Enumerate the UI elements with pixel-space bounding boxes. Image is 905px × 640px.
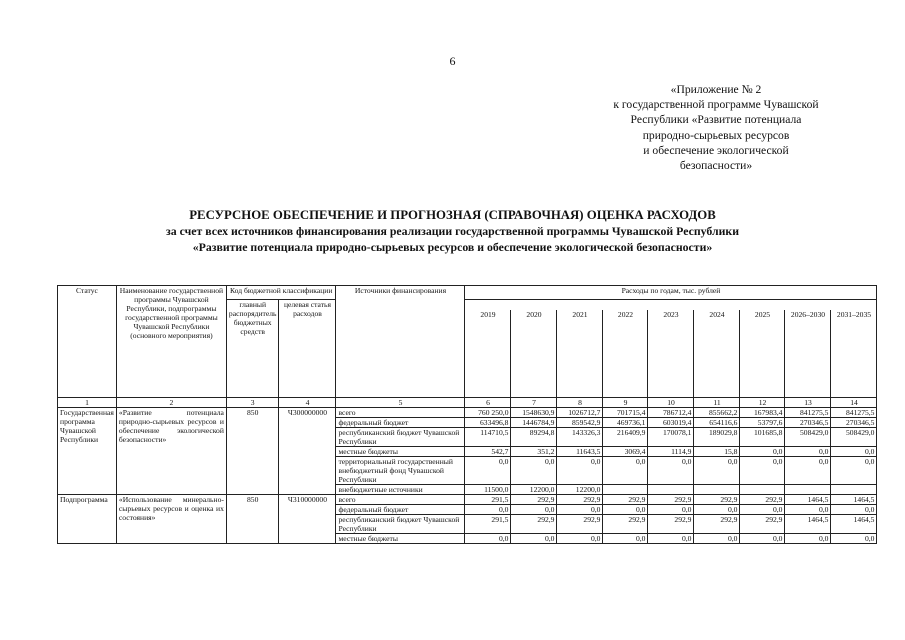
expense-value: 469736,1	[603, 418, 648, 428]
header-year: 2025	[740, 310, 785, 398]
header-budget-code: Код бюджетной классификации	[226, 286, 336, 300]
expense-value: 0,0	[831, 447, 877, 457]
column-number: 14	[831, 398, 877, 408]
appendix-line: безопасности»	[679, 159, 753, 173]
funding-source: республиканский бюджет Чувашской Республики	[336, 515, 465, 534]
funding-source: всего	[336, 495, 465, 505]
column-number: 12	[740, 398, 785, 408]
expense-value: 0,0	[785, 534, 831, 544]
expense-value	[831, 485, 877, 495]
title-line-1: РЕСУРСНОЕ ОБЕСПЕЧЕНИЕ И ПРОГНОЗНАЯ (СПРАВОЧНАЯ) ОЦЕНКА РАСХОДОВ	[189, 208, 716, 222]
expense-value: 1548630,9	[511, 408, 557, 418]
expense-value: 0,0	[785, 457, 831, 485]
row-chief-manager: 850	[226, 408, 279, 495]
expense-value: 0,0	[831, 457, 877, 485]
expense-value: 12200,0	[557, 485, 603, 495]
column-number: 10	[648, 398, 694, 408]
expense-value: 0,0	[785, 505, 831, 515]
expense-value: 0,0	[694, 457, 740, 485]
expense-value: 1464,5	[785, 495, 831, 505]
funding-source: внебюджетные источники	[336, 485, 465, 495]
expense-value: 0,0	[648, 534, 694, 544]
header-year: 2024	[694, 310, 740, 398]
expense-value: 170078,1	[648, 428, 694, 447]
row-chief-manager: 850	[226, 495, 279, 544]
expense-value: 114710,5	[465, 428, 511, 447]
expense-value: 12200,0	[511, 485, 557, 495]
column-number: 11	[694, 398, 740, 408]
column-number: 5	[336, 398, 465, 408]
expense-value: 189029,8	[694, 428, 740, 447]
expense-value: 0,0	[694, 534, 740, 544]
expense-value: 855662,2	[694, 408, 740, 418]
expense-value: 143326,3	[557, 428, 603, 447]
header-status: Статус	[58, 286, 117, 398]
expense-value: 841275,5	[831, 408, 877, 418]
expense-value: 292,9	[511, 495, 557, 505]
expense-value: 292,9	[557, 515, 603, 534]
expense-value: 1464,5	[831, 495, 877, 505]
expense-value: 633496,8	[465, 418, 511, 428]
expense-value: 701715,4	[603, 408, 648, 418]
column-number: 9	[603, 398, 648, 408]
funding-source: республиканский бюджет Чувашской Республики	[336, 428, 465, 447]
expense-value: 291,5	[465, 515, 511, 534]
column-number: 2	[116, 398, 226, 408]
expense-value: 0,0	[831, 505, 877, 515]
header-name: Наименование государственной программы Чувашской Республики, подпрограммы государственной программы Чувашской Республики (основного мероприятия)	[116, 286, 226, 398]
page-number: 6	[449, 54, 456, 68]
expense-value: 11643,5	[557, 447, 603, 457]
expense-value: 0,0	[740, 505, 785, 515]
column-number: 6	[465, 398, 511, 408]
expense-value: 292,9	[603, 495, 648, 505]
expense-value	[694, 485, 740, 495]
expense-value: 351,2	[511, 447, 557, 457]
header-spacer	[465, 300, 877, 310]
header-target-item: целевая статья расходов	[279, 300, 336, 398]
expense-value: 0,0	[511, 457, 557, 485]
header-year: 2019	[465, 310, 511, 398]
expense-value: 1446784,9	[511, 418, 557, 428]
expense-value: 0,0	[694, 505, 740, 515]
header-sources: Источники финансирования	[336, 286, 465, 398]
expense-value: 508429,0	[785, 428, 831, 447]
column-number: 4	[279, 398, 336, 408]
expense-value: 603019,4	[648, 418, 694, 428]
expense-value: 89294,8	[511, 428, 557, 447]
appendix-line: природно-сырьевых ресурсов	[642, 128, 790, 142]
row-target-item: Ч300000000	[279, 408, 336, 495]
expense-value: 0,0	[465, 457, 511, 485]
funding-source: федеральный бюджет	[336, 505, 465, 515]
header-year: 2020	[511, 310, 557, 398]
funding-source: федеральный бюджет	[336, 418, 465, 428]
expense-value: 270346,5	[785, 418, 831, 428]
budget-table	[57, 285, 877, 544]
expense-value: 1464,5	[831, 515, 877, 534]
expense-value: 216409,9	[603, 428, 648, 447]
expense-value: 0,0	[557, 534, 603, 544]
funding-source: территориальный государственный внебюджетный фонд Чувашской Республики	[336, 457, 465, 485]
expense-value: 0,0	[740, 447, 785, 457]
expense-value	[603, 485, 648, 495]
expense-value: 0,0	[740, 534, 785, 544]
row-status: Государственная программа Чувашской Республики	[58, 408, 117, 495]
appendix-line: Республики «Развитие потенциала	[630, 113, 802, 127]
expense-value: 292,9	[740, 495, 785, 505]
column-number: 8	[557, 398, 603, 408]
appendix-line: «Приложение № 2	[670, 83, 762, 96]
header-year: 2026–2030	[785, 310, 831, 398]
appendix-line: и обеспечение экологической	[643, 143, 789, 157]
expense-value: 291,5	[465, 495, 511, 505]
expense-value: 654116,6	[694, 418, 740, 428]
expense-value	[785, 485, 831, 495]
appendix-note	[585, 82, 847, 173]
expense-value: 841275,5	[785, 408, 831, 418]
expense-value: 0,0	[648, 457, 694, 485]
expense-value: 292,9	[648, 495, 694, 505]
expense-value: 0,0	[557, 457, 603, 485]
expense-value: 0,0	[831, 534, 877, 544]
expense-value: 0,0	[648, 505, 694, 515]
column-number: 7	[511, 398, 557, 408]
appendix-line: к государственной программе Чувашской	[613, 98, 819, 112]
table-row	[58, 408, 877, 418]
row-target-item: Ч310000000	[279, 495, 336, 544]
header-year: 2031–2035	[831, 310, 877, 398]
expense-value: 292,9	[648, 515, 694, 534]
row-status: Подпрограмма	[58, 495, 117, 544]
expense-value: 0,0	[740, 457, 785, 485]
expense-value: 508429,0	[831, 428, 877, 447]
header-year: 2022	[603, 310, 648, 398]
expense-value: 101685,8	[740, 428, 785, 447]
expense-value: 292,9	[694, 515, 740, 534]
row-name: «Развитие потенциала природно-сырьевых ресурсов и обеспечение экологической безопасности»	[116, 408, 226, 495]
expense-value	[648, 485, 694, 495]
expense-value: 292,9	[740, 515, 785, 534]
expense-value: 1464,5	[785, 515, 831, 534]
expense-value: 786712,4	[648, 408, 694, 418]
document-title	[0, 207, 905, 255]
expense-value: 53797,6	[740, 418, 785, 428]
header-chief-manager: главный распорядитель бюджетных средств	[226, 300, 279, 398]
expense-value: 0,0	[465, 505, 511, 515]
title-line-2: за счет всех источников финансирования реализации государственной программы Чувашской Республики	[165, 224, 739, 238]
expense-value: 270346,5	[831, 418, 877, 428]
expense-value: 1026712,7	[557, 408, 603, 418]
expense-value: 0,0	[511, 534, 557, 544]
expense-value: 15,8	[694, 447, 740, 457]
funding-source: местные бюджеты	[336, 447, 465, 457]
expense-value	[740, 485, 785, 495]
expense-value: 542,7	[465, 447, 511, 457]
expense-value: 0,0	[557, 505, 603, 515]
expense-value: 0,0	[511, 505, 557, 515]
expense-value: 760 250,0	[465, 408, 511, 418]
column-number: 3	[226, 398, 279, 408]
expense-value: 0,0	[603, 505, 648, 515]
header-expenses: Расходы по годам, тыс. рублей	[465, 286, 877, 300]
expense-value: 11500,0	[465, 485, 511, 495]
expense-value: 0,0	[465, 534, 511, 544]
table-row	[58, 495, 877, 505]
funding-source: всего	[336, 408, 465, 418]
expense-value: 292,9	[557, 495, 603, 505]
expense-value: 0,0	[603, 534, 648, 544]
header-year: 2023	[648, 310, 694, 398]
expense-value: 292,9	[603, 515, 648, 534]
expense-value: 167983,4	[740, 408, 785, 418]
funding-source: местные бюджеты	[336, 534, 465, 544]
column-number: 13	[785, 398, 831, 408]
row-name: «Использование минерально-сырьевых ресурсов и оценка их состояния»	[116, 495, 226, 544]
expense-value: 3069,4	[603, 447, 648, 457]
expense-value: 859542,9	[557, 418, 603, 428]
expense-value: 292,9	[511, 515, 557, 534]
expense-value: 1114,9	[648, 447, 694, 457]
header-year: 2021	[557, 310, 603, 398]
expense-value: 0,0	[785, 447, 831, 457]
expense-value: 292,9	[694, 495, 740, 505]
column-number: 1	[58, 398, 117, 408]
expense-value: 0,0	[603, 457, 648, 485]
title-line-3: «Развитие потенциала природно-сырьевых ресурсов и обеспечение экологической безопасности»	[192, 240, 713, 254]
